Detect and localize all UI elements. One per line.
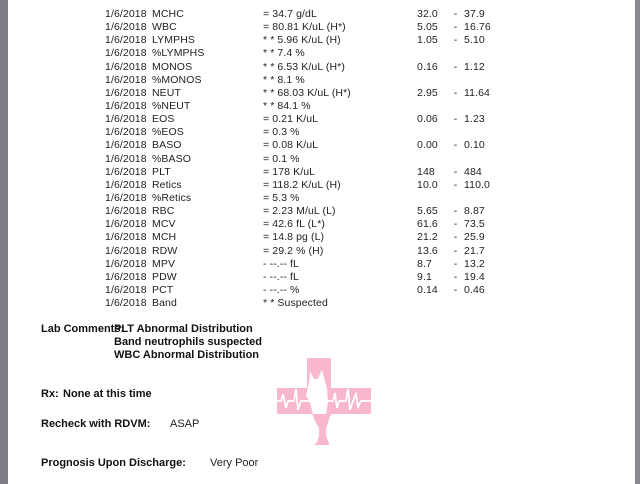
lab-result-row [105,271,525,284]
lab-result-row [105,74,525,87]
result-date: 1/6/2018 [105,244,147,257]
result-test-name: %NEUT [152,99,191,112]
lab-comment-line: Band neutrophils suspected [114,336,262,349]
result-range-dash [447,153,464,166]
result-value: = 0.3 % [263,126,300,139]
result-range-low: 0.14 [417,283,438,296]
result-range-high [464,100,525,113]
lab-result-row [105,205,525,218]
result-date: 1/6/2018 [105,218,147,231]
rx-value: None at this time [63,388,152,400]
lab-comments-label: Lab Comments: [41,323,125,335]
lab-result-row [105,284,525,297]
result-range-high: 5.10 [464,34,485,47]
result-range-dash: - [453,60,458,73]
result-date: 1/6/2018 [105,231,147,244]
result-date: 1/6/2018 [105,86,147,99]
result-test-name: %Retics [152,191,192,204]
result-test-name: MCHC [152,8,184,20]
result-date: 1/6/2018 [105,113,147,126]
result-date: 1/6/2018 [105,99,147,112]
result-test-name: LYMPHS [152,34,195,47]
result-value: - --.-- fL [263,270,299,283]
result-range-low [417,74,447,87]
result-range-low: 0.06 [417,113,438,126]
lab-result-row [105,153,525,166]
lab-results-table [105,8,525,310]
result-value: = 34.7 g/dL [263,8,317,20]
rx-label: Rx: [41,388,59,400]
lab-result-row [105,8,525,21]
result-date: 1/6/2018 [105,73,147,86]
result-date: 1/6/2018 [105,257,147,270]
result-value: = 0.1 % [263,152,300,165]
result-test-name: %LYMPHS [152,47,205,60]
result-range-high: 25.9 [464,231,485,244]
result-range-low [417,153,447,166]
result-date: 1/6/2018 [105,178,147,191]
lab-result-row [105,34,525,47]
result-value: = 5.3 % [263,191,300,204]
result-range-low: 32.0 [417,8,438,20]
result-test-name: PCT [152,283,174,296]
result-value: * * 5.96 K/uL (H) [263,34,341,47]
result-range-low: 9.1 [417,270,432,283]
result-range-low: 5.05 [417,21,438,34]
lab-result-row [105,258,525,271]
result-date: 1/6/2018 [105,205,147,218]
result-range-low: 148 [417,165,435,178]
result-value: * * 68.03 K/uL (H*) [263,86,351,99]
result-test-name: Retics [152,178,182,191]
result-test-name: PDW [152,270,177,283]
lab-comment-line: WBC Abnormal Distribution [114,349,260,362]
lab-result-row [105,113,525,126]
result-date: 1/6/2018 [105,60,147,73]
result-range-high: 21.7 [464,244,485,257]
result-range-high: 19.4 [464,270,485,283]
result-range-high: 16.76 [464,21,491,34]
lab-result-row [105,100,525,113]
lab-result-row [105,179,525,192]
result-value: * * Suspected [263,297,328,310]
result-range-low: 13.6 [417,244,438,257]
viewer-left-margin [0,0,8,484]
result-range-high [464,153,525,166]
result-range-high: 37.9 [464,8,485,20]
result-test-name: %MONOS [152,73,202,86]
result-range-dash [447,126,464,139]
result-test-name: Band [152,297,177,310]
result-range-low: 10.0 [417,178,438,191]
result-range-high: 0.10 [464,139,485,152]
recheck-rdvm-value: ASAP [170,418,200,430]
result-range-high [464,74,525,87]
result-range-dash [447,100,464,113]
result-range-low [417,47,447,60]
result-date: 1/6/2018 [105,139,147,152]
result-range-low: 21.2 [417,231,438,244]
result-range-dash: - [453,8,458,20]
result-value: * * 8.1 % [263,73,305,86]
result-value: = 0.08 K/uL [263,139,319,152]
result-range-low [417,192,447,205]
result-range-dash: - [453,178,458,191]
lab-result-row [105,231,525,244]
result-value: - --.-- % [263,283,300,296]
result-range-high: 1.12 [464,60,485,73]
result-test-name: RDW [152,244,178,257]
result-range-high: 1.23 [464,113,485,126]
lab-result-row [105,126,525,139]
result-range-high: 0.46 [464,283,485,296]
result-range-dash: - [453,244,458,257]
recheck-rdvm-label: Recheck with RDVM: [41,418,151,430]
result-range-dash: - [453,113,458,126]
result-test-name: EOS [152,113,175,126]
lab-comment-line: PLT Abnormal Distribution [114,323,253,335]
result-date: 1/6/2018 [105,126,147,139]
lab-result-row [105,47,525,60]
result-range-high: 13.2 [464,257,485,270]
result-test-name: PLT [152,165,171,178]
result-range-dash: - [453,257,458,270]
result-test-name: %BASO [152,152,192,165]
result-test-name: BASO [152,139,182,152]
result-value: = 80.81 K/uL (H*) [263,21,346,34]
result-range-dash: - [453,231,458,244]
result-value: * * 6.53 K/uL (H*) [263,60,345,73]
result-range-dash: - [453,205,458,218]
result-range-dash [447,47,464,60]
result-test-name: NEUT [152,86,181,99]
lab-result-row [105,139,525,152]
result-range-high [464,297,525,310]
result-range-high: 8.87 [464,205,485,218]
result-value: * * 7.4 % [263,47,305,60]
result-date: 1/6/2018 [105,270,147,283]
result-range-low [417,100,447,113]
result-value: = 2.23 M/uL (L) [263,205,336,218]
result-range-low: 1.05 [417,34,438,47]
result-range-high: 73.5 [464,218,485,231]
result-date: 1/6/2018 [105,34,147,47]
lab-result-row [105,245,525,258]
lab-result-row [105,87,525,100]
lab-result-row [105,166,525,179]
result-range-dash [447,192,464,205]
result-test-name: MCH [152,231,177,244]
result-test-name: MPV [152,257,176,270]
result-test-name: MCV [152,218,176,231]
lab-result-row [105,61,525,74]
result-value: = 118.2 K/uL (H) [263,178,341,191]
result-date: 1/6/2018 [105,191,147,204]
result-value: * * 84.1 % [263,99,311,112]
result-range-low [417,126,447,139]
viewer-right-margin [635,0,640,484]
result-range-dash: - [453,218,458,231]
result-range-low: 8.7 [417,257,432,270]
result-test-name: MONOS [152,60,193,73]
result-range-low: 5.65 [417,205,438,218]
lab-comment-lines [114,323,262,362]
result-date: 1/6/2018 [105,8,147,20]
result-date: 1/6/2018 [105,47,147,60]
result-date: 1/6/2018 [105,21,147,34]
prognosis-label: Prognosis Upon Discharge: [41,457,186,469]
result-range-low: 2.95 [417,86,438,99]
result-test-name: WBC [152,21,177,34]
result-range-high [464,126,525,139]
result-range-dash: - [453,21,458,34]
lab-result-row [105,297,525,310]
result-range-high [464,192,525,205]
result-range-high: 11.64 [464,86,490,99]
result-range-high [464,47,525,60]
result-value: = 178 K/uL [263,165,316,178]
result-range-dash: - [453,34,458,47]
result-range-dash: - [453,283,458,296]
result-range-high: 110.0 [464,178,490,191]
result-range-high: 484 [464,165,482,178]
result-range-dash [447,74,464,87]
result-range-low: 0.00 [417,139,438,152]
result-range-low: 61.6 [417,218,438,231]
vet-cross-watermark-icon [277,358,372,446]
result-date: 1/6/2018 [105,283,147,296]
lab-result-row [105,218,525,231]
result-date: 1/6/2018 [105,297,147,310]
prognosis-value: Very Poor [210,457,259,469]
result-range-dash: - [453,86,458,99]
lab-result-row [105,21,525,34]
result-test-name: RBC [152,205,175,218]
result-value: = 42.6 fL (L*) [263,218,326,231]
lab-result-row [105,192,525,205]
result-test-name: %EOS [152,126,184,139]
result-value: - --.-- fL [263,257,299,270]
result-date: 1/6/2018 [105,165,147,178]
result-value: = 0.21 K/uL [263,113,319,126]
result-range-low [417,297,447,310]
result-range-dash [447,297,464,310]
result-value: = 14.8 pg (L) [263,231,325,244]
result-range-dash: - [453,139,458,152]
dog-chest-icon [307,414,313,420]
result-range-dash: - [453,165,458,178]
result-value: = 29.2 % (H) [263,244,324,257]
result-date: 1/6/2018 [105,152,147,165]
result-range-low: 0.16 [417,60,438,73]
result-range-dash: - [453,270,458,283]
